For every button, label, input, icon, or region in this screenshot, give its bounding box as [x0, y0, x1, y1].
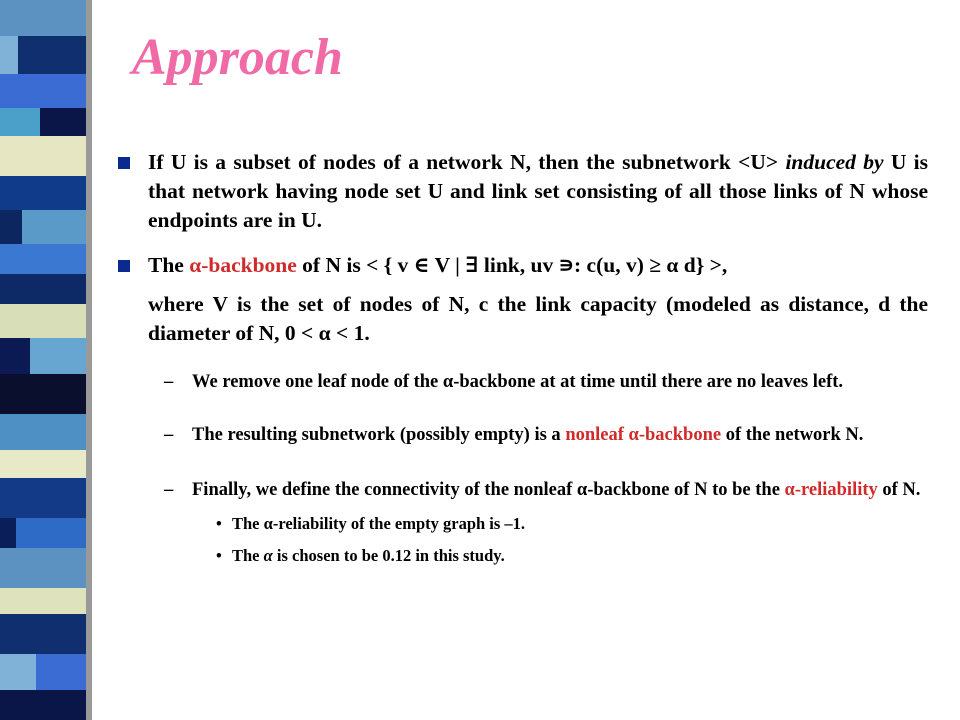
strip-block [0, 374, 86, 414]
text-segment: U is that network having node set U and link set consisting of all those links of N whose endpoints are in U. [148, 150, 928, 232]
decorative-sidebar-strip [0, 0, 92, 720]
sub-item-resulting-subnetwork [118, 423, 928, 448]
strip-block [0, 478, 86, 518]
strip-block [30, 338, 86, 374]
strip-block [0, 614, 86, 654]
highlighted-term: α-reliability [784, 480, 878, 500]
square-bullet-icon [118, 260, 130, 272]
strip-block [16, 518, 86, 548]
strip-block [0, 274, 86, 304]
dash-bullet-icon: – [164, 372, 174, 392]
dash-bullet-icon: – [164, 425, 174, 445]
strip-block [0, 136, 86, 176]
text-segment: The [232, 546, 264, 565]
sub-item-remove-leaves [118, 370, 928, 395]
strip-block [0, 244, 86, 274]
strip-block [0, 0, 86, 36]
strip-block [18, 36, 86, 74]
square-bullet-icon [118, 157, 130, 169]
text-segment: is chosen to be 0.12 in this study. [272, 546, 505, 565]
dash-bullet-icon: – [164, 480, 174, 500]
text-segment: Finally, we define the connectivity of the nonleaf α-backbone of N to be the [192, 480, 785, 500]
strip-block [0, 36, 18, 74]
text-segment: If U is a subset of nodes of a network N, then the subnetwork <U> [148, 150, 786, 174]
strip-block [22, 210, 86, 244]
text-segment: The [148, 253, 190, 277]
strip-block [0, 548, 86, 588]
strip-block [0, 176, 86, 210]
strip-block [36, 654, 86, 690]
bullet-subnetwork-definition [118, 148, 928, 235]
highlighted-term: α-backbone [189, 253, 297, 277]
highlighted-term: nonleaf α-backbone [565, 425, 722, 445]
strip-block [0, 210, 22, 244]
strip-block [40, 108, 86, 136]
strip-block [0, 108, 40, 136]
slide-content [118, 148, 928, 567]
strip-block [0, 74, 86, 108]
text-segment: The resulting subnetwork (possibly empty) is a [192, 425, 566, 445]
strip-edge [86, 0, 92, 720]
strip-block [0, 690, 86, 720]
text-segment: We remove one leaf node of the α-backbone at at time until there are no leaves left. [192, 372, 844, 392]
text-segment: of N is < { v ∈ V | ∃ link, uv ∍: c(u, v) ≥ α d} >, [296, 253, 728, 277]
text-segment: of the network N. [721, 425, 864, 445]
strip-block [0, 304, 86, 338]
strip-block [0, 338, 30, 374]
bullet-alpha-backbone-definition [118, 251, 928, 280]
dot-item-alpha-value [118, 545, 928, 567]
strip-block [0, 450, 86, 478]
strip-block [0, 588, 86, 614]
strip-block [0, 654, 36, 690]
strip-block [0, 518, 16, 548]
dot-item-empty-graph [118, 513, 928, 535]
text-segment: The α-reliability of the empty graph is –1. [232, 514, 526, 533]
text-segment: of N. [877, 480, 921, 500]
dot-bullet-icon: • [216, 546, 222, 565]
italic-term: induced by [785, 150, 884, 174]
alpha-symbol: α [263, 546, 273, 565]
strip-block [0, 414, 86, 450]
bullet-continuation: where V is the set of nodes of N, c the link capacity (modeled as distance, d the diameter of N, 0 < α < 1. [148, 292, 928, 345]
slide-title: Approach [132, 29, 343, 86]
sub-item-connectivity [118, 478, 928, 503]
dot-bullet-icon: • [216, 514, 222, 533]
